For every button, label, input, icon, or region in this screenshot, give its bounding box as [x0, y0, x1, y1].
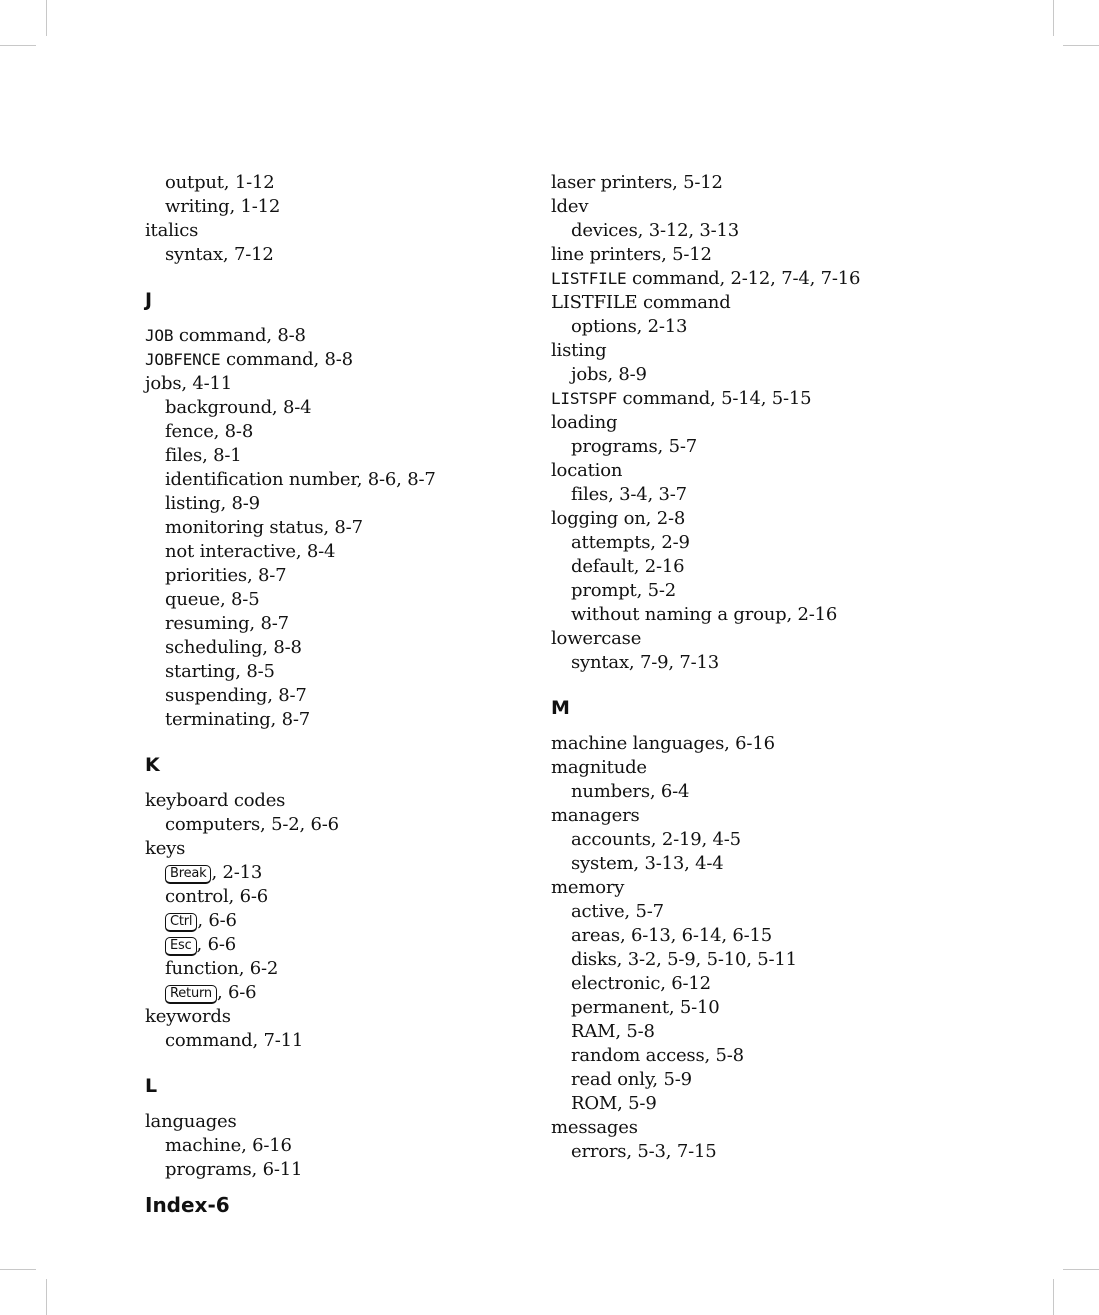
index-entry: [551, 459, 971, 483]
entry-text: computers, 5-2, 6-6: [165, 814, 339, 835]
entry-text: queue, 8-5: [165, 589, 260, 610]
crop-mark: [1053, 1279, 1054, 1315]
index-entry: [145, 324, 525, 348]
entry-text: syntax, 7-9, 7-13: [571, 652, 720, 673]
index-subentry: [145, 909, 525, 933]
index-entry: [551, 267, 971, 291]
index-subentry: [145, 1029, 525, 1053]
index-subentry: [145, 396, 525, 420]
index-subentry: [551, 219, 971, 243]
index-entry: [551, 1116, 971, 1140]
entry-text: electronic, 6-12: [571, 973, 711, 994]
crop-mark: [46, 0, 47, 36]
index-entry: [145, 837, 525, 861]
crop-mark: [1063, 45, 1099, 46]
entry-text: laser printers, 5-12: [551, 172, 723, 193]
entry-text: , 6-6: [196, 934, 236, 955]
index-subentry: [145, 516, 525, 540]
index-entry: [145, 219, 525, 243]
index-subentry: [145, 195, 525, 219]
entry-text: listing: [551, 340, 607, 361]
entry-text: numbers, 6-4: [571, 781, 690, 802]
index-subentry: [145, 243, 525, 267]
entry-text: keys: [145, 838, 186, 859]
entry-text: machine languages, 6-16: [551, 733, 775, 754]
index-subentry: [551, 483, 971, 507]
index-subentry: [145, 981, 525, 1005]
index-entry: [145, 348, 525, 372]
index-subentry: [551, 1020, 971, 1044]
entry-text: terminating, 8-7: [165, 709, 310, 730]
index-subentry: [551, 828, 971, 852]
entry-text: errors, 5-3, 7-15: [571, 1141, 717, 1162]
crop-mark: [0, 1269, 36, 1270]
entry-text: jobs, 8-9: [571, 364, 647, 385]
index-subentry: [551, 972, 971, 996]
index-subentry: [551, 651, 971, 675]
index-subentry: [551, 948, 971, 972]
index-subentry: [145, 885, 525, 909]
index-subentry: [551, 579, 971, 603]
index-subentry: [145, 957, 525, 981]
entry-text: ROM, 5-9: [571, 1093, 657, 1114]
index-subentry: [145, 420, 525, 444]
entry-text: areas, 6-13, 6-14, 6-15: [571, 925, 773, 946]
command-name: JOBFENCE: [145, 350, 221, 369]
index-letter-heading: K: [145, 754, 160, 776]
keycap-icon: Break: [165, 865, 211, 884]
index-entry: [551, 387, 971, 411]
entry-text: loading: [551, 412, 618, 433]
index-entry: [145, 372, 525, 396]
entry-text: , 2-13: [211, 862, 263, 883]
entry-text: keyboard codes: [145, 790, 286, 811]
keycap-icon: Ctrl: [165, 913, 197, 932]
entry-text: options, 2-13: [571, 316, 688, 337]
index-column-right: [551, 171, 971, 1164]
index-subentry: [145, 933, 525, 957]
index-subentry: [551, 852, 971, 876]
entry-text: files, 3-4, 3-7: [571, 484, 687, 505]
index-entry: [551, 195, 971, 219]
keycap-icon: Return: [165, 985, 217, 1004]
index-subentry: [551, 531, 971, 555]
index-subentry: [551, 603, 971, 627]
entry-text: suspending, 8-7: [165, 685, 307, 706]
index-subentry: [145, 564, 525, 588]
crop-mark: [0, 45, 36, 46]
index-subentry: [145, 588, 525, 612]
crop-mark: [46, 1279, 47, 1315]
entry-text: files, 8-1: [165, 445, 242, 466]
entry-text: command, 8-8: [220, 349, 353, 370]
entry-text: line printers, 5-12: [551, 244, 712, 265]
index-column-left: [145, 171, 525, 1182]
index-letter-heading: L: [145, 1075, 158, 1097]
entry-text: languages: [145, 1111, 237, 1132]
entry-text: programs, 5-7: [571, 436, 697, 457]
index-subentry: [145, 468, 525, 492]
index-subentry: [145, 612, 525, 636]
index-entry: [551, 804, 971, 828]
index-entry: [551, 732, 971, 756]
entry-text: machine, 6-16: [165, 1135, 292, 1156]
index-subentry: [551, 555, 971, 579]
entry-text: RAM, 5-8: [571, 1021, 655, 1042]
index-entry: [145, 1110, 525, 1134]
entry-text: lowercase: [551, 628, 642, 649]
entry-text: LISTFILE command: [551, 292, 731, 313]
entry-text: active, 5-7: [571, 901, 664, 922]
entry-text: background, 8-4: [165, 397, 312, 418]
index-entry: [145, 789, 525, 813]
index-subentry: [551, 1140, 971, 1164]
entry-text: messages: [551, 1117, 638, 1138]
entry-text: control, 6-6: [165, 886, 268, 907]
index-entry: [551, 411, 971, 435]
index-subentry: [551, 315, 971, 339]
entry-text: listing, 8-9: [165, 493, 260, 514]
keycap-icon: Esc: [165, 937, 197, 956]
index-subentry: [145, 540, 525, 564]
index-subentry: [145, 1158, 525, 1182]
crop-mark: [1063, 1269, 1099, 1270]
index-letter-heading: J: [145, 289, 153, 311]
index-entry: [551, 507, 971, 531]
entry-text: , 6-6: [197, 910, 237, 931]
entry-text: command, 2-12, 7-4, 7-16: [626, 268, 861, 289]
entry-text: fence, 8-8: [165, 421, 254, 442]
index-subentry: [145, 660, 525, 684]
index-entry: [551, 339, 971, 363]
entry-text: logging on, 2-8: [551, 508, 686, 529]
entry-text: attempts, 2-9: [571, 532, 690, 553]
entry-text: command, 7-11: [165, 1030, 304, 1051]
entry-text: read only, 5-9: [571, 1069, 692, 1090]
entry-text: disks, 3-2, 5-9, 5-10, 5-11: [571, 949, 797, 970]
entry-text: output, 1-12: [165, 172, 275, 193]
entry-text: memory: [551, 877, 625, 898]
entry-text: programs, 6-11: [165, 1159, 303, 1180]
crop-mark: [1053, 0, 1054, 36]
index-entry: [551, 876, 971, 900]
entry-text: resuming, 8-7: [165, 613, 289, 634]
entry-text: default, 2-16: [571, 556, 685, 577]
entry-text: ldev: [551, 196, 589, 217]
index-subentry: [145, 492, 525, 516]
index-subentry: [551, 1044, 971, 1068]
entry-text: monitoring status, 8-7: [165, 517, 363, 538]
entry-text: identification number, 8-6, 8-7: [165, 469, 436, 490]
index-entry: [551, 756, 971, 780]
index-letter-heading: M: [551, 697, 570, 719]
entry-text: keywords: [145, 1006, 231, 1027]
index-subentry: [145, 684, 525, 708]
index-subentry: [145, 813, 525, 837]
entry-text: function, 6-2: [165, 958, 279, 979]
index-subentry: [551, 435, 971, 459]
entry-text: not interactive, 8-4: [165, 541, 336, 562]
index-subentry: [551, 1092, 971, 1116]
entry-text: jobs, 4-11: [145, 373, 233, 394]
index-subentry: [145, 171, 525, 195]
entry-text: syntax, 7-12: [165, 244, 274, 265]
entry-text: starting, 8-5: [165, 661, 275, 682]
index-subentry: [145, 444, 525, 468]
entry-text: permanent, 5-10: [571, 997, 720, 1018]
entry-text: magnitude: [551, 757, 647, 778]
entry-text: managers: [551, 805, 640, 826]
index-subentry: [551, 924, 971, 948]
index-subentry: [145, 708, 525, 732]
entry-text: without naming a group, 2-16: [571, 604, 838, 625]
command-name: LISTSPF: [551, 389, 618, 408]
command-name: JOB: [145, 326, 174, 345]
index-entry: [551, 291, 971, 315]
entry-text: location: [551, 460, 623, 481]
index-subentry: [551, 900, 971, 924]
index-subentry: [551, 1068, 971, 1092]
entry-text: random access, 5-8: [571, 1045, 744, 1066]
command-name: LISTFILE: [551, 269, 627, 288]
index-subentry: [145, 861, 525, 885]
entry-text: scheduling, 8-8: [165, 637, 302, 658]
entry-text: writing, 1-12: [165, 196, 281, 217]
index-subentry: [551, 363, 971, 387]
index-subentry: [145, 636, 525, 660]
entry-text: accounts, 2-19, 4-5: [571, 829, 741, 850]
index-entry: [551, 243, 971, 267]
index-entry: [145, 1005, 525, 1029]
index-entry: [551, 627, 971, 651]
index-entry: [551, 171, 971, 195]
entry-text: , 6-6: [216, 982, 257, 1003]
index-subentry: [145, 1134, 525, 1158]
entry-text: italics: [145, 220, 199, 241]
entry-text: command, 8-8: [173, 325, 306, 346]
page-footer: Index-6: [145, 1193, 230, 1217]
entry-text: system, 3-13, 4-4: [571, 853, 724, 874]
index-subentry: [551, 780, 971, 804]
entry-text: devices, 3-12, 3-13: [571, 220, 740, 241]
entry-text: command, 5-14, 5-15: [617, 388, 812, 409]
index-subentry: [551, 996, 971, 1020]
entry-text: priorities, 8-7: [165, 565, 287, 586]
entry-text: prompt, 5-2: [571, 580, 677, 601]
